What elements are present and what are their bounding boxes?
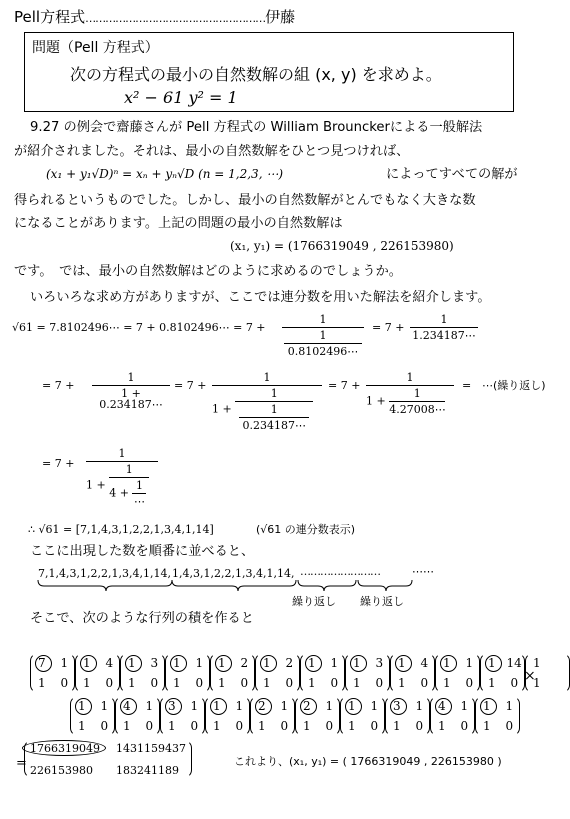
matrix-entry: 1 [348,719,356,733]
matrix-entry: 0 [420,676,429,690]
matrix-entry: 1 [235,699,244,713]
matrix-entry: 1 [190,699,199,713]
times-sign: × [524,668,536,684]
brace-4 [358,580,412,591]
sequence-part2: 1,4,3,1,2,2,1,3,4,1,14, [172,567,295,580]
problem-title: 問題（Pell 方程式） [32,40,159,56]
matrix-entry: 0 [195,676,204,690]
final-a: 1766319049 [30,742,100,755]
matrix-entry: 0 [285,676,294,690]
matrix-entry: 1 [483,699,491,713]
circle-mark [215,655,232,672]
matrix-entry: 4 [438,699,446,713]
cf-row1-inner-num: 1 [319,329,327,342]
sequence-braces [0,576,570,606]
cf-row1-frac1-den [282,327,364,357]
matrix-entry: 1 [505,699,514,713]
circle-mark [345,698,362,715]
matrix-entry: 1 [398,676,406,690]
cf-row2-frac2-mid-num: 1 [270,387,278,400]
cf-row2-frac2 [212,372,322,431]
matrix-entry: 1 [483,719,491,733]
cf-result-note: (√61 の連分数表示) [256,523,356,536]
matrix-entry: 1 [280,699,289,713]
body-p2-line1: 得られるというものでした。しかし、最小の自然数解がとんでもなく大きな数 [14,193,476,208]
matrix-entry: 0 [415,719,424,733]
cf-row2-repeat: ⋯(繰り返し) [482,379,546,392]
body-formula-tail: によってすべての解が [386,167,518,182]
sequence-part1: 7,1,4,3,1,2,2,1,3,4,1,14, [38,567,171,580]
circle-mark [480,698,497,715]
matrix-entry: 1 [78,699,86,713]
matrix-entry: 1 [83,656,91,670]
matrix-entry: 0 [325,719,334,733]
matrix-entry: 1 [173,656,181,670]
matrix-entry: 1 [218,656,226,670]
matrix-entry: 1 [145,699,154,713]
brace-3 [298,580,356,591]
circle-mark [440,655,457,672]
matrix-entry: 0 [240,676,249,690]
cf-row2-frac3 [366,372,454,415]
final-c: 226153980 [30,764,93,777]
matrix-entry: 1 [398,656,406,670]
matrix-entry: 1 [348,699,356,713]
circle-mark [75,698,92,715]
header-title-left: Pell方程式 [14,8,86,26]
matrix-entry: 1 [213,719,221,733]
matrix-entry: 0 [375,676,384,690]
matrix-entry: 1 [533,656,541,670]
matrix-entry: 1 [195,656,204,670]
matrix-entry: 1 [353,656,361,670]
cf-row3-lead: = 7 + [42,457,75,470]
cf-row3-plus2: 4 + [109,486,129,500]
cf-row2-frac2-num: 1 [263,371,271,384]
cf-result-line: ∴ √61 = [7,1,4,3,1,2,2,1,3,4,1,14] [28,523,214,536]
circle-mark [300,698,317,715]
cf-row3-in-num: 1 [135,479,143,492]
circle-mark [395,655,412,672]
matrix-entry: 1 [370,699,379,713]
matrix-entry: 0 [190,719,199,733]
circle-mark [35,655,52,672]
cf-row2-lead: = 7 + [42,379,75,392]
cf-row2-frac3-plus: 1 + [366,394,386,408]
matrix-entry: 3 [375,656,384,670]
matrix-entry: 1 [393,719,401,733]
cf-row3-frac [86,448,158,507]
cf-row2-frac2-plus: 1 + [212,402,232,416]
matrix-entry: 1 [218,676,226,690]
cf-row1-frac2 [410,314,478,341]
matrix-entry: 2 [240,656,249,670]
matrix-entry: 1 [123,719,131,733]
matrix-entry: 0 [280,719,289,733]
body-p4: いろいろな求め方がありますが、ここでは連分数を用いた解法を紹介します。 [30,290,491,305]
matrix-entry: 3 [168,699,176,713]
cf-row2-frac1-den: 1 + 0.234187⋯ [92,385,170,410]
matrix-entry: 1 [330,656,339,670]
sequence-label2: 繰り返し [360,595,404,608]
circle-mark [390,698,407,715]
matrix-intro: そこで、次のような行列の積を作ると [30,611,254,626]
matrix-entry: 1 [173,676,181,690]
cf-row2-frac3-den [366,385,454,415]
matrix-entry: 1 [325,699,334,713]
matrix-entry: 1 [128,676,136,690]
matrix-entry: 3 [150,656,159,670]
cf-row2-mid: = 7 + [174,379,207,392]
matrix-entry: 0 [460,719,469,733]
final-d: 183241189 [116,764,179,777]
circle-mark [210,698,227,715]
matrix-entry: 3 [393,699,401,713]
cf-row3-mid-num: 1 [125,463,133,476]
circle-mark [350,655,367,672]
body-formula: (x₁ + y₁√D)ⁿ = xₙ + yₙ√D (n = 1,2,3, ⋯) [46,167,284,181]
matrix-entry: 7 [38,656,46,670]
body-p3: です。 では、最小の自然数解はどのように求めるのでしょうか。 [14,264,402,279]
cf-row2-frac1-num: 1 [127,371,135,384]
matrix-entry: 4 [123,699,131,713]
cf-row1-frac2-den: 1.234187⋯ [410,327,478,341]
matrix-entry: 0 [330,676,339,690]
final-b: 1431159437 [116,742,186,755]
matrix-entry: 1 [83,676,91,690]
body-p2-line2: になることがあります。上記の問題の最小の自然数解は [14,216,343,231]
matrix-entry: 0 [60,676,69,690]
matrix-entry: 1 [438,719,446,733]
cf-row1-inner-den: 0.8102496⋯ [284,343,362,357]
cf-row2-frac2-den [212,385,322,431]
matrix-entry: 0 [145,719,154,733]
matrix-entry: 1 [443,676,451,690]
cf-row1-frac2-num: 1 [440,313,448,326]
matrix-entry: 1 [78,719,86,733]
sequence-part3: …………………… [300,565,380,578]
header-title [14,6,295,27]
circle-mark [435,698,452,715]
circle-mark [125,655,142,672]
cf-row1-frac1 [282,314,364,357]
body-p1-line2: が紹介されました。それは、最小の自然数解をひとつ見つければ、 [14,144,410,159]
cf-row2-frac2-inner-den: 0.234187⋯ [239,417,309,431]
circle-mark [120,698,137,715]
matrix-entry: 1 [488,656,496,670]
cf-row3-num: 1 [118,447,126,460]
matrix-entry: 1 [263,656,271,670]
brace-1 [38,580,172,591]
problem-statement: 次の方程式の最小の自然数解の組 (x, y) を求めよ。 [70,65,442,84]
circle-mark [170,655,187,672]
cf-row1-frac1-num: 1 [319,313,327,326]
cf-row2-frac3-inner-num: 1 [413,387,421,400]
problem-equation: x² − 61 y² = 1 [124,88,238,107]
matrix-entry: 4 [105,656,114,670]
body-p1-line1: 9.27 の例会で齋藤さんが Pell 方程式の William Brounckerによる一般解法 [30,120,483,135]
cf-row2-frac3-inner-den: 4.27008⋯ [389,403,446,416]
matrix-entry: 1 [415,699,424,713]
matrix-entry: 1 [168,719,176,733]
matrix-entry: 1 [308,656,316,670]
circle-mark [80,655,97,672]
brace-2 [172,580,296,591]
matrix-entry: 1 [258,719,266,733]
circle-mark [485,655,502,672]
circle-mark [305,655,322,672]
final-tail: これより、(x₁, y₁) = ( 1766319049 , 226153980 ) [234,755,502,768]
sequence-label1: 繰り返し [292,595,336,608]
matrix-entry: 0 [235,719,244,733]
matrix-entry: 1 [353,676,361,690]
matrix-entry: 1 [38,676,46,690]
matrix-entry: 0 [370,719,379,733]
header-dots: ……………………………………………… [85,12,266,25]
matrix-entry: 1 [213,699,221,713]
matrix-entry: 1 [128,656,136,670]
cf-row1-mid: = 7 + [372,321,405,334]
matrix-entry: 1 [460,699,469,713]
cf-row1-lead: √61 = 7.8102496⋯ = 7 + 0.8102496⋯ = 7 + [12,321,266,334]
matrix-entry: 1 [100,699,109,713]
sequence-part4: ⋯⋯ [412,565,434,578]
matrix-entry: 0 [100,719,109,733]
final-eq: = [16,756,27,771]
matrix-entry: 0 [510,676,519,690]
matrix-entry: 1 [60,656,69,670]
circle-mark [260,655,277,672]
matrix-entry: 2 [303,699,311,713]
matrix-entry: 14 [506,656,522,670]
matrix-entry: 0 [465,676,474,690]
matrix-entry: 2 [258,699,266,713]
matrix-entry: 2 [285,656,294,670]
header-author: 伊藤 [265,8,296,26]
matrix-entry: 1 [308,676,316,690]
body-solution: (x₁, y₁) = (1766319049 , 226153980) [230,239,454,253]
sequence-intro: ここに出現した数を順番に並べると、 [30,544,255,559]
matrix-entry: 0 [150,676,159,690]
cf-row2-frac3-num: 1 [406,371,414,384]
matrix-entry: 0 [505,719,514,733]
cf-row3-in-den: ⋯ [133,495,145,508]
matrix-entry: 0 [105,676,114,690]
matrix-entry: 1 [443,656,451,670]
cf-row3-plus1: 1 + [86,478,106,492]
matrix-entry: 1 [533,676,541,690]
matrix-entry: 1 [465,656,474,670]
cf-row2-eq: = [462,379,472,392]
circle-mark [165,698,182,715]
matrix-entry: 1 [303,719,311,733]
cf-row2-mid2: = 7 + [328,379,361,392]
matrix-entry: 1 [263,676,271,690]
cf-row2-frac1 [92,372,170,410]
cf-row2-frac2-inner-num: 1 [270,403,278,416]
circle-mark [255,698,272,715]
matrix-entry: 1 [488,676,496,690]
matrix-entry: 4 [420,656,429,670]
